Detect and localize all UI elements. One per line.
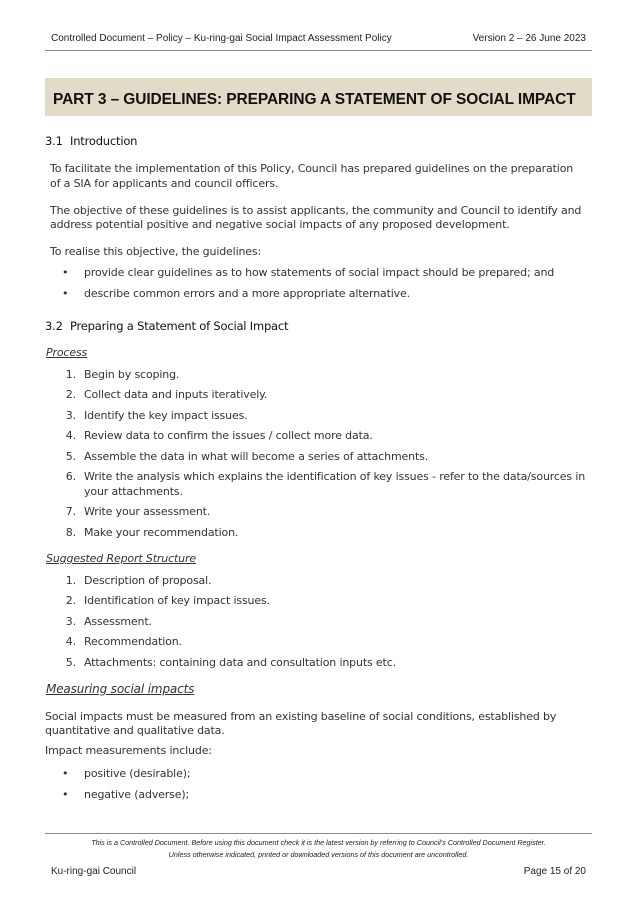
bullet-text: positive (desirable); (84, 767, 191, 780)
measuring-paragraph-line-2: quantitative and qualitative data. (45, 724, 225, 737)
bullet-icon: • (62, 788, 69, 801)
part-title: PART 3 – GUIDELINES: PREPARING A STATEMENT OF SOCIAL IMPACT (53, 91, 576, 108)
intro-paragraph-1-line-2: of a SIA for applicants and council officers. (50, 177, 279, 190)
section-heading-3-2 (45, 319, 288, 333)
subheading-measuring: Measuring social impacts (46, 682, 195, 696)
bullet-icon: • (62, 767, 69, 780)
footer-page-number: Page 15 of 20 (523, 866, 586, 877)
intro-paragraph-2-line-1: The objective of these guidelines is to assist applicants, the community and Council to identify and (50, 204, 582, 217)
intro-paragraph-3: To realise this objective, the guidelines: (50, 245, 262, 258)
intro-paragraph-2-line-2: address potential positive and negative social impacts of any proposed development. (50, 218, 510, 231)
bullet-text: describe common errors and a more appropriate alternative. (84, 287, 410, 300)
section-number: 3.1 (45, 134, 63, 148)
subheading-process: Process (46, 346, 88, 359)
intro-paragraph-1-line-1: To facilitate the implementation of this Policy, Council has prepared guidelines on the preparation (50, 162, 574, 175)
bullet-text: negative (adverse); (84, 788, 190, 801)
bullet-text: provide clear guidelines as to how statements of social impact should be prepared; and (84, 266, 555, 279)
section-title: Preparing a Statement of Social Impact (70, 319, 289, 333)
measuring-paragraph-line-1: Social impacts must be measured from an existing baseline of social conditions, established by (45, 710, 557, 723)
part-banner (45, 78, 592, 116)
bullet-icon: • (62, 287, 69, 300)
section-title: Introduction (70, 134, 138, 148)
header-document-title: Controlled Document – Policy – Ku-ring-gai Social Impact Assessment Policy (51, 33, 392, 44)
footer-note-line-2: Unless otherwise indicated, printed or downloaded versions of this document are uncontrolled. (168, 850, 469, 859)
bullet-icon: • (62, 266, 69, 279)
footer-note-line-1: This is a Controlled Document. Before using this document check it is the latest version by referring to Council’s Controlled Document Register. (91, 838, 546, 847)
subheading-report-structure: Suggested Report Structure (46, 552, 196, 565)
section-number: 3.2 (45, 319, 63, 333)
header-version: Version 2 – 26 June 2023 (472, 33, 586, 44)
section-heading-3-1 (45, 134, 137, 148)
footer-rule (45, 833, 592, 834)
measuring-paragraph-2: Impact measurements include: (45, 744, 212, 757)
footer-organisation: Ku-ring-gai Council (51, 866, 137, 877)
page-header (45, 30, 592, 51)
